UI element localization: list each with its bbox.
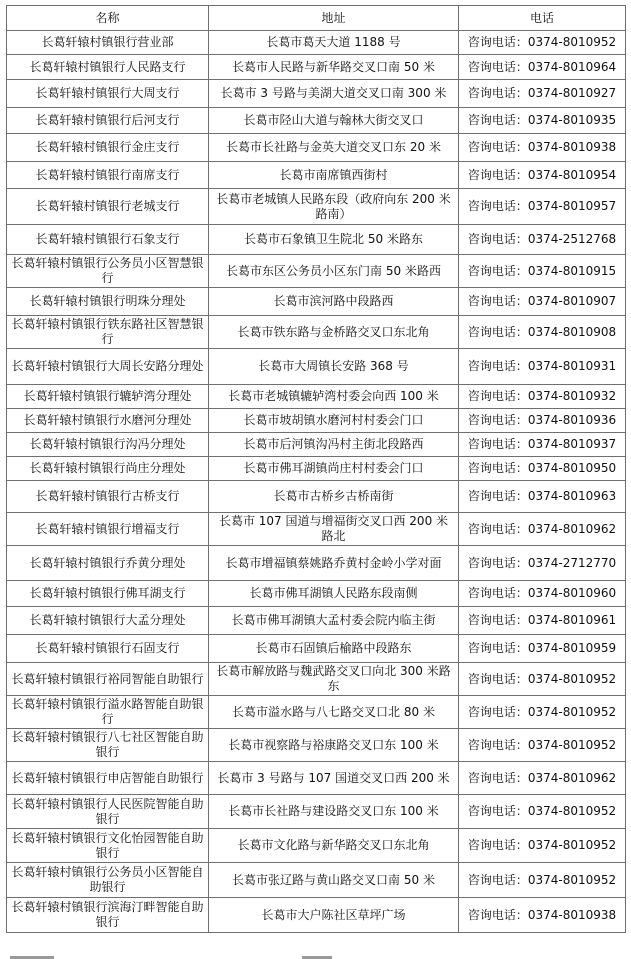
cell-name: 长葛轩辕村镇银行营业部 [7,31,209,55]
cell-phone: 咨询电话：0374-8010954 [459,162,626,189]
cell-name: 长葛轩辕村镇银行古桥支行 [7,481,209,513]
cell-name: 长葛轩辕村镇银行明珠分理处 [7,288,209,316]
cell-address: 长葛市长社路与金英大道交叉口东 20 米 [209,134,459,162]
cell-phone: 咨询电话：0374-8010935 [459,108,626,134]
cell-name: 长葛轩辕村镇银行人民医院智能自助银行 [7,795,209,829]
cell-phone: 咨询电话：0374-8010936 [459,409,626,433]
table-row [7,80,626,108]
cell-phone: 咨询电话：0374-8010931 [459,349,626,385]
cell-name: 长葛轩辕村镇银行后河支行 [7,108,209,134]
cell-name: 长葛轩辕村镇银行乔黄分理处 [7,546,209,581]
cell-address: 长葛市佛耳湖镇人民路东段南侧 [209,581,459,607]
cell-name: 长葛轩辕村镇银行溢水路智能自助银行 [7,696,209,729]
table-row [7,457,626,481]
table-row [7,316,626,349]
cell-name: 长葛轩辕村镇银行石象支行 [7,225,209,255]
cell-address: 长葛市古桥乡古桥南街 [209,481,459,513]
cell-name: 长葛轩辕村镇银行裕同智能自助银行 [7,663,209,696]
cell-phone: 咨询电话：0374-8010952 [459,663,626,696]
cell-address: 长葛市东区公务员小区东门南 50 米路西 [209,255,459,288]
table-row [7,762,626,795]
cell-phone: 咨询电话：0374-8010952 [459,31,626,55]
branch-table [6,5,626,933]
cell-address: 长葛市滨河路中段路西 [209,288,459,316]
cell-phone: 咨询电话：0374-8010962 [459,762,626,795]
cell-phone: 咨询电话：0374-8010964 [459,55,626,80]
table-row [7,288,626,316]
cell-name: 长葛轩辕村镇银行铁东路社区智慧银行 [7,316,209,349]
cell-phone: 咨询电话：0374-8010962 [459,513,626,546]
cell-name: 长葛轩辕村镇银行金庄支行 [7,134,209,162]
cell-phone: 咨询电话：0374-8010961 [459,607,626,635]
cell-phone: 咨询电话：0374-8010963 [459,481,626,513]
cell-phone: 咨询电话：0374-8010950 [459,457,626,481]
cell-phone: 咨询电话：0374-8010932 [459,385,626,409]
table-row [7,546,626,581]
cell-name: 长葛轩辕村镇银行尚庄分理处 [7,457,209,481]
table-row [7,795,626,829]
cell-phone: 咨询电话：0374-8010938 [459,134,626,162]
cell-name: 长葛轩辕村镇银行老城支行 [7,189,209,225]
cell-address: 长葛市大周镇长安路 368 号 [209,349,459,385]
cell-phone: 咨询电话：0374-2712770 [459,546,626,581]
cell-address: 长葛市溢水路与八七路交叉口北 80 米 [209,696,459,729]
header-phone: 电话 [459,6,626,31]
cell-phone: 咨询电话：0374-8010959 [459,635,626,663]
cell-phone: 咨询电话：0374-8010960 [459,581,626,607]
cell-address: 长葛市坡胡镇水磨河村村委会门口 [209,409,459,433]
table-row [7,134,626,162]
cell-address: 长葛市解放路与魏武路交叉口向北 300 米路东 [209,663,459,696]
cell-phone: 咨询电话：0374-8010907 [459,288,626,316]
table-row [7,385,626,409]
table-row [7,663,626,696]
branch-table-sheet [6,5,625,933]
cell-address: 长葛市石固镇后榆路中段路东 [209,635,459,663]
cell-address: 长葛市老城镇辘轳湾村委会向西 100 米 [209,385,459,409]
cell-phone: 咨询电话：0374-8010927 [459,80,626,108]
cell-phone: 咨询电话：0374-8010915 [459,255,626,288]
cell-name: 长葛轩辕村镇银行文化怡园智能自助银行 [7,829,209,863]
table-row [7,108,626,134]
cell-phone: 咨询电话：0374-8010952 [459,829,626,863]
cell-address: 长葛市 3 号路与美湖大道交叉口南 300 米 [209,80,459,108]
cell-address: 长葛市 107 国道与增福街交叉口西 200 米路北 [209,513,459,546]
table-row [7,729,626,762]
cell-phone: 咨询电话：0374-8010957 [459,189,626,225]
cell-address: 长葛市铁东路与金桥路交叉口东北角 [209,316,459,349]
table-row [7,481,626,513]
cell-name: 长葛轩辕村镇银行辘轳湾分理处 [7,385,209,409]
table-row [7,581,626,607]
cell-name: 长葛轩辕村镇银行沟冯分理处 [7,433,209,457]
table-row [7,863,626,898]
cell-name: 长葛轩辕村镇银行大周支行 [7,80,209,108]
table-row [7,55,626,80]
cell-name: 长葛轩辕村镇银行大孟分理处 [7,607,209,635]
table-row [7,409,626,433]
table-row [7,829,626,863]
cell-address: 长葛市文化路与新华路交叉口东北角 [209,829,459,863]
cell-address: 长葛市葛天大道 1188 号 [209,31,459,55]
table-row [7,607,626,635]
cell-address: 长葛市陉山大道与翰林大街交叉口 [209,108,459,134]
header-address: 地址 [209,6,459,31]
cell-address: 长葛市大户陈社区草坪广场 [209,898,459,933]
table-row [7,31,626,55]
cell-name: 长葛轩辕村镇银行佛耳湖支行 [7,581,209,607]
cell-name: 长葛轩辕村镇银行水磨河分理处 [7,409,209,433]
cell-name: 长葛轩辕村镇银行大周长安路分理处 [7,349,209,385]
cell-phone: 咨询电话：0374-8010952 [459,795,626,829]
cell-phone: 咨询电话：0374-2512768 [459,225,626,255]
cell-name: 长葛轩辕村镇银行公务员小区智能自助银行 [7,863,209,898]
cell-phone: 咨询电话：0374-8010952 [459,863,626,898]
cell-name: 长葛轩辕村镇银行滨海汀畔智能自助银行 [7,898,209,933]
cell-address: 长葛市石象镇卫生院北 50 米路东 [209,225,459,255]
header-name: 名称 [7,6,209,31]
table-row [7,189,626,225]
cell-phone: 咨询电话：0374-8010938 [459,898,626,933]
table-row [7,349,626,385]
cell-address: 长葛市人民路与新华路交叉口南 50 米 [209,55,459,80]
cell-name: 长葛轩辕村镇银行人民路支行 [7,55,209,80]
cell-phone: 咨询电话：0374-8010937 [459,433,626,457]
cell-name: 长葛轩辕村镇银行增福支行 [7,513,209,546]
cell-name: 长葛轩辕村镇银行公务员小区智慧银行 [7,255,209,288]
cell-address: 长葛市视察路与裕康路交叉口东 100 米 [209,729,459,762]
table-row [7,513,626,546]
cell-address: 长葛市老城镇人民路东段（政府向东 200 米路南） [209,189,459,225]
table-row [7,255,626,288]
cell-address: 长葛市张辽路与黄山路交叉口南 50 米 [209,863,459,898]
cell-address: 长葛市长社路与建设路交叉口东 100 米 [209,795,459,829]
table-row [7,225,626,255]
table-header-row [7,6,626,31]
cell-name: 长葛轩辕村镇银行南席支行 [7,162,209,189]
cell-address: 长葛市南席镇西街村 [209,162,459,189]
cell-address: 长葛市增福镇蔡姚路乔黄村金岭小学对面 [209,546,459,581]
table-row [7,635,626,663]
table-row [7,162,626,189]
cell-address: 长葛市佛耳湖镇尚庄村村委会门口 [209,457,459,481]
cell-phone: 咨询电话：0374-8010952 [459,729,626,762]
cell-phone: 咨询电话：0374-8010908 [459,316,626,349]
table-row [7,898,626,933]
cell-address: 长葛市后河镇沟冯村主街北段路西 [209,433,459,457]
table-body [7,31,626,933]
table-row [7,433,626,457]
cell-address: 长葛市 3 号路与 107 国道交叉口西 200 米 [209,762,459,795]
cell-address: 长葛市佛耳湖镇大孟村委会院内临主街 [209,607,459,635]
cell-name: 长葛轩辕村镇银行石固支行 [7,635,209,663]
table-row [7,696,626,729]
cell-phone: 咨询电话：0374-8010952 [459,696,626,729]
cell-name: 长葛轩辕村镇银行八七社区智能自助银行 [7,729,209,762]
cell-name: 长葛轩辕村镇银行申店智能自助银行 [7,762,209,795]
